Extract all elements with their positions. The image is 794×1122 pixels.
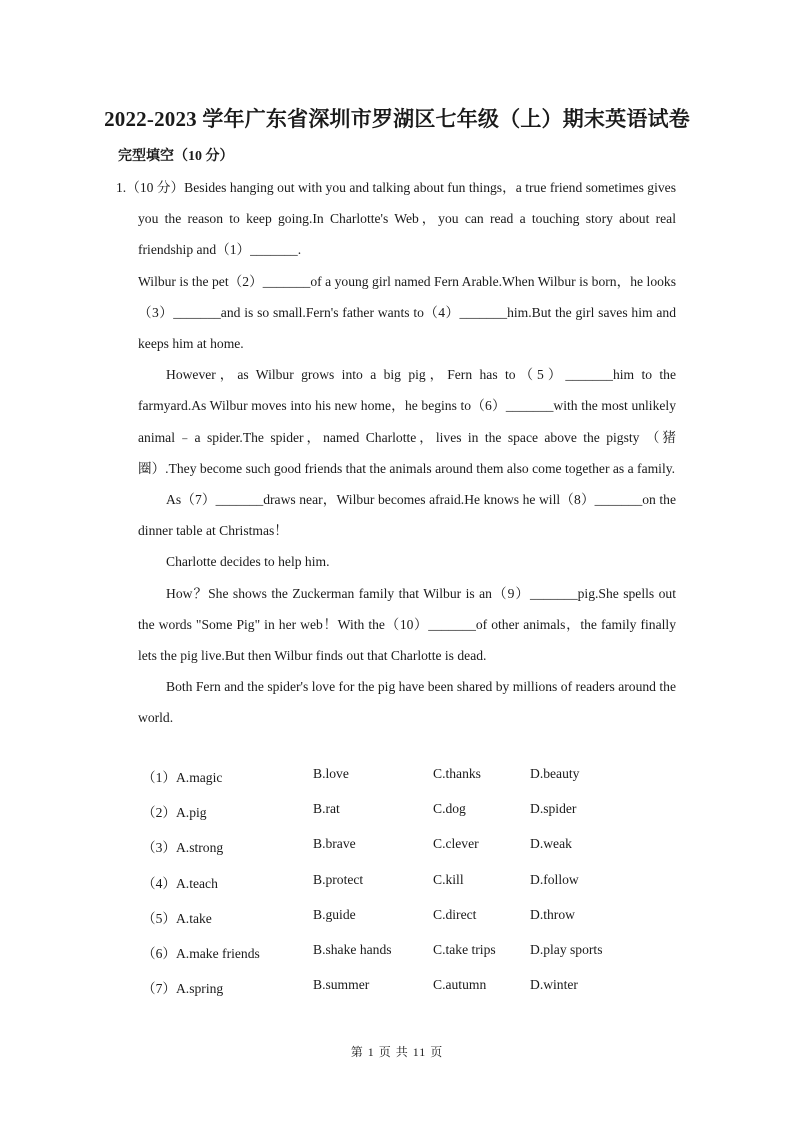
option-row: [142, 872, 662, 907]
option-a: （1）A.magic: [142, 770, 223, 785]
option-b: B.guide: [313, 906, 356, 922]
option-c: C.thanks: [433, 766, 481, 781]
passage-paragraph: How？She shows the Zuckerman family that Wilbur is an（9）_______pig.She spells out the words "Some Pig" in her web！With the（10）_______of other animals，the family finally lets the pig live.But then Wilbur finds out that Charlotte is dead.: [138, 585, 676, 664]
option-a: （6）A.make friends: [142, 945, 260, 961]
option-c: C.clever: [433, 836, 479, 852]
passage-paragraph: Both Fern and the spider's love for the pig have been shared by millions of readers around the world.: [138, 679, 676, 726]
document-title: 2022-2023 学年广东省深圳市罗湖区七年级（上）期末英语试卷: [104, 107, 690, 131]
passage-paragraph: Charlotte decides to help him.: [166, 554, 330, 570]
question-passage: [116, 172, 676, 734]
passage-paragraph: 1.（10 分）Besides hanging out with you and talking about fun things，a true friend sometimes gives you the reason to keep going.In Charlotte's Web，you can read a touching story about real friendship and（1）_______.: [116, 180, 676, 258]
option-d: D.beauty: [530, 766, 580, 781]
option-b: B.brave: [313, 836, 356, 852]
option-c: C.direct: [433, 906, 477, 922]
option-a: （7）A.spring: [142, 981, 224, 997]
answer-options: [142, 766, 662, 1012]
option-a: （3）A.strong: [142, 840, 224, 856]
option-row: [142, 766, 662, 801]
option-c: C.autumn: [433, 977, 487, 993]
option-c: C.take trips: [433, 941, 496, 957]
option-d: D.play sports: [530, 941, 603, 957]
option-b: B.rat: [313, 801, 340, 817]
passage-paragraph: Wilbur is the pet（2）_______of a young girl named Fern Arable.When Wilbur is born，he looks（3）_______and is so small.Fern's father wants to（4）_______him.But the girl saves him and keeps him at home.: [138, 273, 676, 352]
section-heading: 完型填空（10 分）: [118, 149, 234, 164]
option-a: （2）A.pig: [142, 805, 207, 821]
option-b: B.protect: [313, 871, 364, 887]
option-a: （4）A.teach: [142, 875, 218, 891]
option-d: D.follow: [530, 871, 579, 887]
option-d: D.spider: [530, 801, 577, 817]
option-c: C.kill: [433, 871, 464, 887]
option-row: [142, 801, 662, 836]
passage-paragraph: However，as Wilbur grows into a big pig，Fern has to（5）_______him to the farmyard.As Wilbur moves into his new home，he begins to（6）_______with the most unlikely animal﹣a spider.The spider，named Charlotte，lives in the space above the pigsty （猪圈）.They become such good friends that the animals around them also come together as a family.: [138, 367, 676, 476]
option-row: [142, 836, 662, 871]
option-b: B.shake hands: [313, 941, 392, 957]
option-row: [142, 942, 662, 977]
option-b: B.love: [313, 766, 349, 781]
passage-paragraph: As（7）_______draws near，Wilbur becomes afraid.He knows he will（8）_______on the dinner table at Christmas！: [138, 492, 676, 539]
option-row: [142, 977, 662, 1012]
option-a: （5）A.take: [142, 910, 212, 926]
option-d: D.winter: [530, 977, 578, 993]
option-b: B.summer: [313, 977, 370, 993]
option-d: D.weak: [530, 836, 572, 852]
option-row: [142, 907, 662, 942]
option-d: D.throw: [530, 906, 575, 922]
option-c: C.dog: [433, 801, 466, 817]
page-footer: 第 1 页 共 11 页: [350, 1045, 444, 1059]
